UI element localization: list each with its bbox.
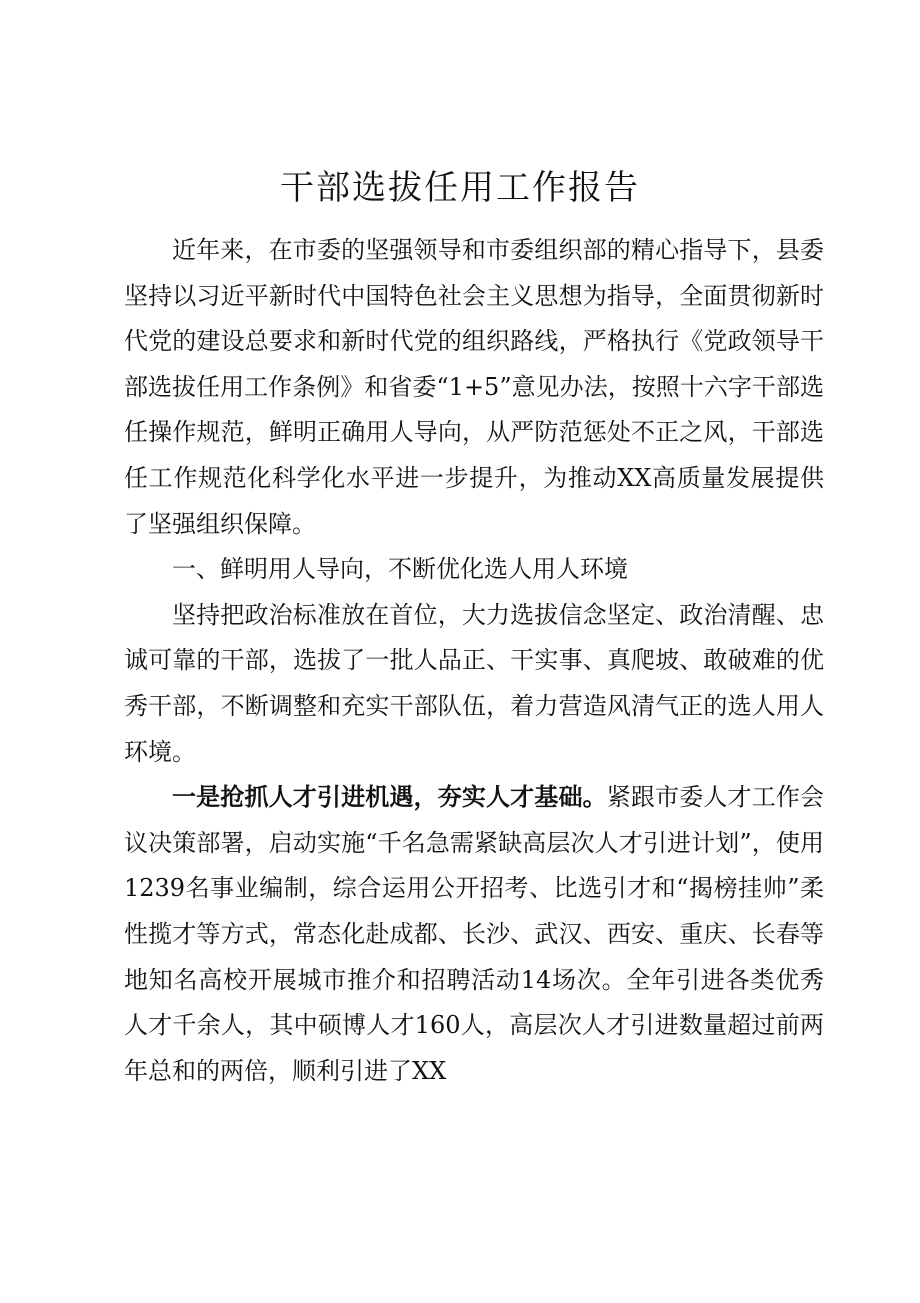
item-paragraph: [124, 775, 824, 1094]
document-body: [124, 228, 824, 1094]
item-body-text: 紧跟市委人才工作会议决策部署，启动实施“千名急需紧缺高层次人才引进计划”，使用1239名事业编制，综合运用公开招考、比选引才和“揭榜挂帅”柔性揽才等方式，常态化赴成都、长沙、武汉、西安、重庆、长春等地知名高校开展城市推介和招聘活动14场次。全年引进各类优秀人才千余人，其中硕博人才160人，高层次人才引进数量超过前两年总和的两倍，顺利引进了XX: [124, 783, 825, 1085]
section-paragraph: 坚持把政治标准放在首位，大力选拔信念坚定、政治清醒、忠诚可靠的干部，选拔了一批人品正、干实事、真爬坡、敢破难的优秀干部，不断调整和充实干部队伍，着力营造风清气正的选人用人环境。: [124, 600, 824, 766]
document-title: 干部选拔任用工作报告: [280, 168, 640, 208]
section-heading: 一、鲜明用人导向，不断优化选人用人环境: [172, 555, 628, 584]
item-lead-text: 一是抢抓人才引进机遇，夯实人才基础。: [172, 783, 607, 812]
intro-paragraph: 近年来，在市委的坚强领导和市委组织部的精心指导下，县委坚持以习近平新时代中国特色社会主义思想为指导，全面贯彻新时代党的建设总要求和新时代党的组织路线，严格执行《党政领导干部选拔任用工作条例》和省委“1+5”意见办法，按照十六字干部选任操作规范，鲜明正确用人导向，从严防范惩处不正之风，干部选任工作规范化科学化水平进一步提升，为推动XX高质量发展提供了坚强组织保障。: [124, 236, 824, 538]
